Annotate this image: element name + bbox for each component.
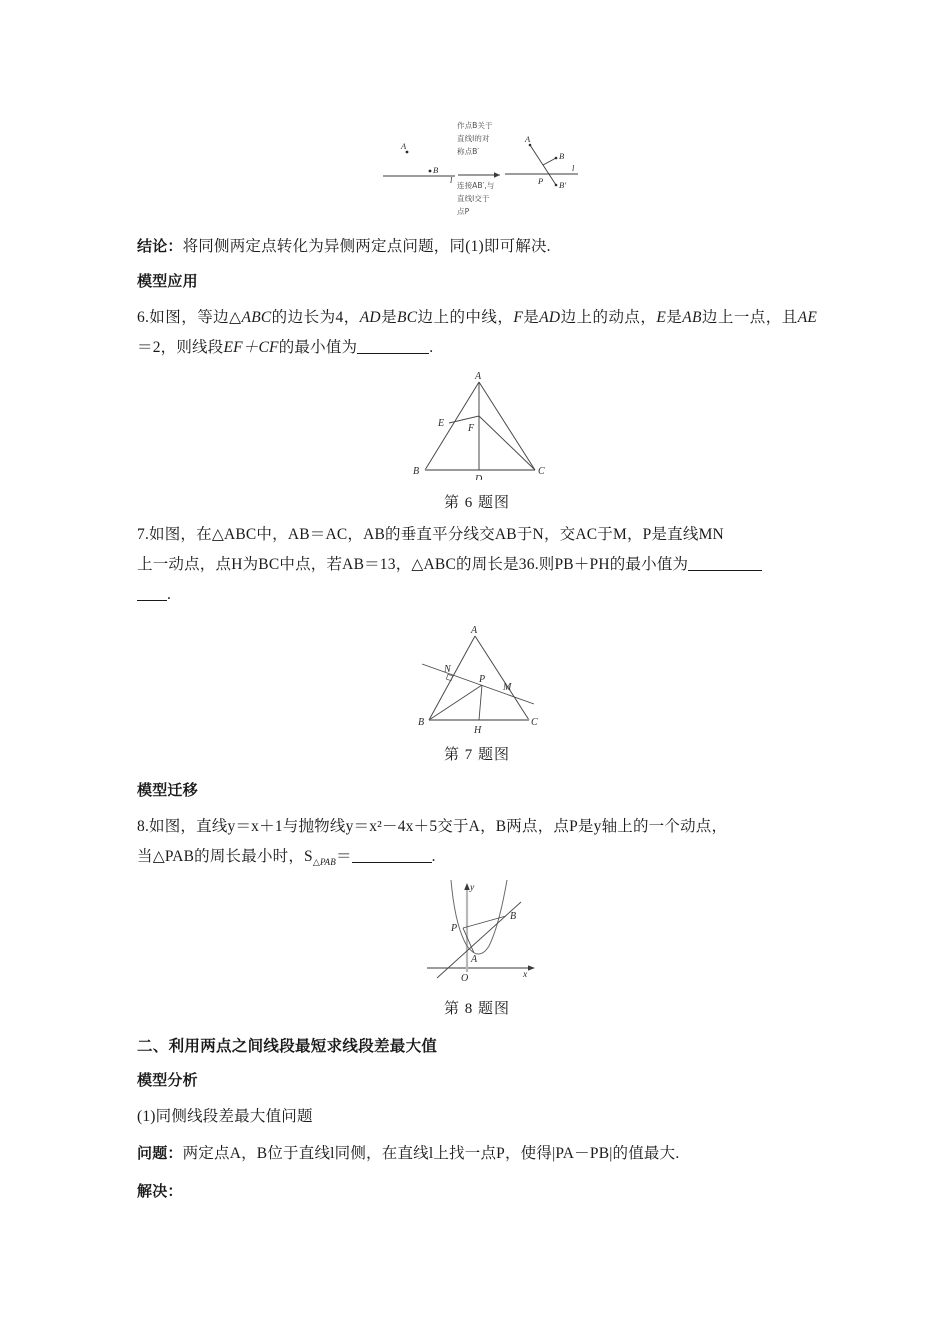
problem-6-label-c: C xyxy=(538,466,545,477)
problem-6-ad2: AD xyxy=(539,309,561,326)
problem-6-label-e: E xyxy=(438,418,445,429)
problem-6-efcf: EF＋CF xyxy=(223,339,279,357)
problem-7-label-c: C xyxy=(531,717,538,728)
problem-8 xyxy=(137,812,817,872)
problem-6-t9: ，则线段 xyxy=(160,339,224,357)
reflection-model-figure xyxy=(0,95,950,220)
top-fig-left-label-b: B xyxy=(433,165,439,175)
top-fig-annotation-above-1: 作点B关于 xyxy=(457,121,493,130)
conclusion-text: 将同侧两定点转化为异侧两定点问题，同(1)即可解决. xyxy=(182,238,551,255)
problem-8-text-2c: . xyxy=(431,848,436,866)
problem-7-label-h: H xyxy=(474,725,482,734)
problem-8-label-o: O xyxy=(461,973,469,984)
problem-6-text xyxy=(137,303,817,363)
problem-6-bc: BC xyxy=(397,309,418,326)
problem-8-axis-label-x: x xyxy=(523,970,528,980)
top-fig-annotation-below-1: 连接AB′,与 xyxy=(457,181,495,190)
problem-8-label-b: B xyxy=(510,911,517,922)
section-2-problem-label: 问题： xyxy=(137,1144,183,1162)
problem-6-t7: 是 xyxy=(666,309,683,326)
problem-7-text-3: . xyxy=(167,586,172,604)
top-fig-left-label-l: l xyxy=(450,175,453,185)
heading-model-transfer xyxy=(137,776,198,806)
section-2-title-text: 二、利用两点之间线段最短求线段差最大值 xyxy=(137,1037,438,1055)
heading-model-application xyxy=(137,267,198,297)
problem-7-label-p: P xyxy=(479,674,486,685)
problem-6-e: E xyxy=(656,309,667,326)
problem-8-label-p: P xyxy=(451,923,458,934)
problem-6-abc: ABC xyxy=(241,309,272,326)
problem-8-line-1 xyxy=(137,812,817,842)
problem-8-axis-label-y: y xyxy=(470,883,475,893)
top-fig-right-label-p: P xyxy=(538,176,544,186)
problem-8-line-2 xyxy=(137,842,817,872)
problem-6-eq: ＝2 xyxy=(137,339,161,357)
section-2-solve-label: 解决： xyxy=(137,1182,183,1200)
problem-8-caption: 第 8 题图 xyxy=(443,1001,510,1017)
problem-7-text-1: 如图，在△ABC中，AB＝AC，AB的垂直平分线交AB于N，交AC于M，P是直线MN xyxy=(149,526,724,543)
problem-7-line-2 xyxy=(137,550,817,580)
problem-6-f: F xyxy=(513,309,523,326)
problem-7-figure xyxy=(137,622,817,764)
problem-6-label-b: B xyxy=(413,466,420,477)
top-fig-right-label-b-prime: B′ xyxy=(559,180,567,190)
problem-6-caption: 第 6 题图 xyxy=(443,495,510,511)
problem-6-figure xyxy=(137,370,817,512)
problem-6-number: 6. xyxy=(137,309,150,326)
problem-8-number: 8. xyxy=(137,818,150,835)
problem-6-t1: 如图，等边△ xyxy=(149,309,242,326)
top-fig-left-label-a: A xyxy=(401,141,407,151)
problem-7-number: 7. xyxy=(137,526,150,543)
conclusion-label: 结论： xyxy=(137,237,183,255)
problem-6-t8: 边上一点，且 xyxy=(701,309,798,326)
problem-7-line-1 xyxy=(137,520,817,550)
problem-8-svg xyxy=(137,880,817,988)
top-fig-right-label-a: A xyxy=(525,134,531,144)
problem-7 xyxy=(137,520,817,611)
problem-8-text-2b: ＝ xyxy=(335,848,352,866)
reflection-model-svg xyxy=(0,95,950,215)
heading-model-analysis-text: 模型分析 xyxy=(137,1071,198,1089)
problem-6-t4: 边上的中线， xyxy=(417,309,514,326)
problem-6-t3: 是 xyxy=(380,309,398,326)
problem-7-svg xyxy=(137,622,817,734)
problem-6 xyxy=(137,303,817,363)
top-fig-right-label-l: l xyxy=(572,163,575,173)
problem-7-text-2: 上一动点，点H为BC中点，若AB＝13，△ABC的周长是36.则PB＋PH的最小值为 xyxy=(137,556,689,574)
problem-6-label-a: A xyxy=(475,371,482,382)
problem-8-label-a: A xyxy=(471,954,478,965)
problem-8-text-1: 如图，直线y＝x＋1与抛物线y＝x²－4x＋5交于A，B两点，点P是y轴上的一个动点， xyxy=(149,818,728,835)
heading-model-analysis xyxy=(137,1066,198,1096)
heading-model-transfer-text: 模型迁移 xyxy=(137,781,198,799)
problem-7-line-3 xyxy=(137,580,817,610)
problem-7-label-m: M xyxy=(503,682,512,693)
conclusion-paragraph xyxy=(137,232,817,262)
problem-7-answer-blank-a[interactable] xyxy=(688,556,762,572)
problem-7-label-b: B xyxy=(418,717,425,728)
section-2-item-1: (1)同侧线段差最大值问题 xyxy=(137,1108,313,1125)
problem-7-label-n: N xyxy=(444,664,451,675)
problem-8-subscript: △PAB xyxy=(312,857,336,868)
top-fig-annotation-above-3: 称点B′ xyxy=(457,147,480,156)
section-2-problem xyxy=(137,1139,817,1169)
problem-7-answer-blank-b[interactable] xyxy=(137,586,167,602)
section-2-solve xyxy=(137,1177,183,1207)
problem-6-ad: AD xyxy=(359,309,381,326)
heading-model-application-text: 模型应用 xyxy=(137,272,198,290)
top-fig-annotation-below-3: 点P xyxy=(457,207,470,215)
top-fig-right-label-b: B xyxy=(559,151,565,161)
problem-6-label-d: D xyxy=(475,474,483,480)
problem-6-ae: AE xyxy=(797,309,818,326)
problem-6-t10: 的最小值为 xyxy=(278,339,358,357)
problem-6-answer-blank[interactable] xyxy=(357,339,429,355)
problem-6-ab: AB xyxy=(682,309,702,326)
problem-6-label-f: F xyxy=(468,423,475,434)
problem-6-period: . xyxy=(429,339,434,357)
problem-7-label-a: A xyxy=(471,625,478,636)
problem-7-caption: 第 7 题图 xyxy=(443,747,510,763)
section-2-title xyxy=(137,1031,437,1062)
top-fig-annotation-below-2: 直线l交于 xyxy=(457,194,490,203)
problem-8-figure xyxy=(137,880,817,1018)
problem-6-svg xyxy=(137,370,817,480)
section-2-problem-text: 两定点A，B位于直线l同侧，在直线l上找一点P，使得|PA－PB|的值最大. xyxy=(182,1145,680,1162)
top-fig-annotation-above-2: 直线l的对 xyxy=(457,134,490,143)
problem-6-t5: 是 xyxy=(523,309,540,326)
problem-6-t2: 的边长为4， xyxy=(271,309,360,326)
problem-6-t6: 边上的动点， xyxy=(560,309,657,326)
problem-8-answer-blank[interactable] xyxy=(352,848,432,864)
problem-8-text-2a: 当△PAB的周长最小时，S xyxy=(137,848,313,866)
